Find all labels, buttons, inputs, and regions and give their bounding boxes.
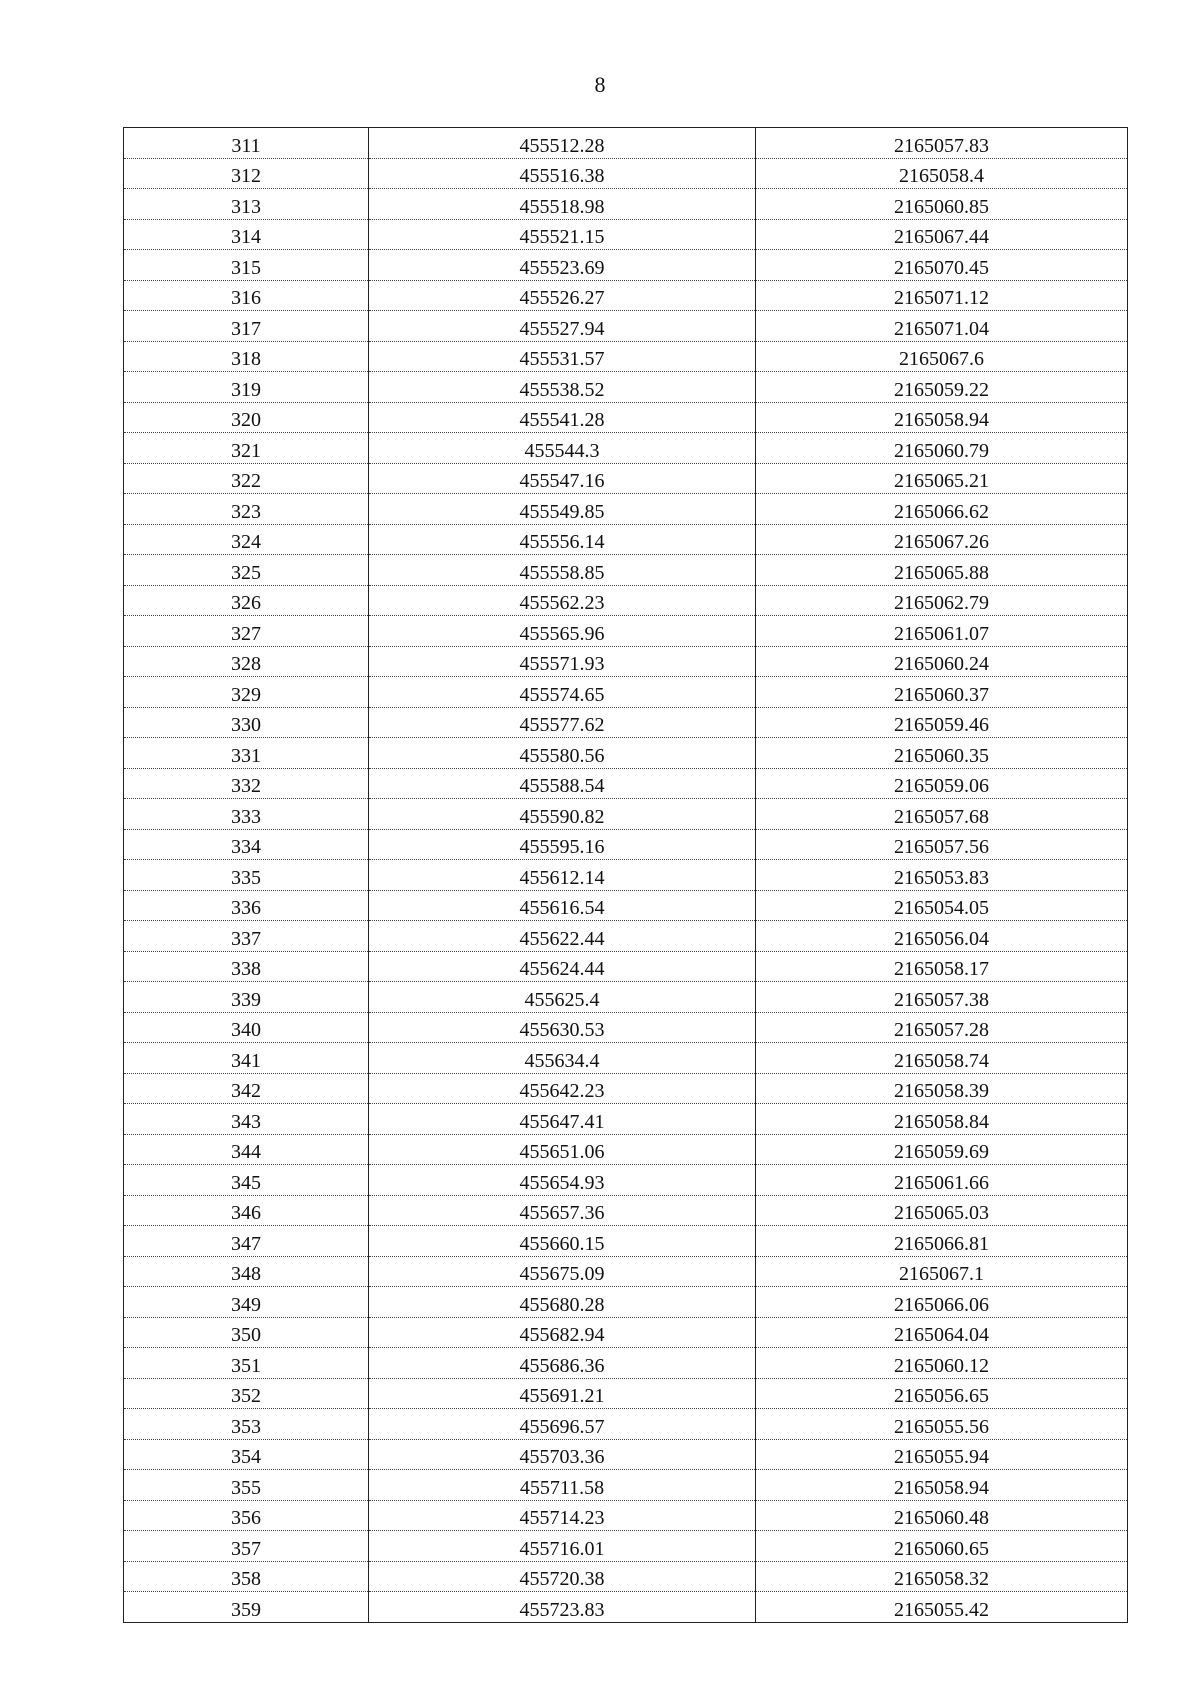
y-coordinate-cell: 2165066.06 (756, 1287, 1128, 1318)
point-number-cell: 318 (124, 341, 369, 372)
y-coordinate-cell: 2165062.79 (756, 585, 1128, 616)
point-number-cell: 316 (124, 280, 369, 311)
table-row (124, 1134, 1128, 1165)
point-number-cell: 311 (124, 128, 369, 159)
table-row (124, 1439, 1128, 1470)
table-row (124, 1256, 1128, 1287)
point-number-cell: 330 (124, 707, 369, 738)
y-coordinate-cell: 2165055.56 (756, 1409, 1128, 1440)
y-coordinate-cell: 2165060.24 (756, 646, 1128, 677)
point-number-cell: 320 (124, 402, 369, 433)
x-coordinate-cell: 455580.56 (369, 738, 756, 769)
table-row (124, 1500, 1128, 1531)
x-coordinate-cell: 455723.83 (369, 1592, 756, 1623)
y-coordinate-cell: 2165059.69 (756, 1134, 1128, 1165)
point-number-cell: 319 (124, 372, 369, 403)
y-coordinate-cell: 2165060.79 (756, 433, 1128, 464)
table-row (124, 616, 1128, 647)
x-coordinate-cell: 455523.69 (369, 250, 756, 281)
x-coordinate-cell: 455675.09 (369, 1256, 756, 1287)
y-coordinate-cell: 2165059.22 (756, 372, 1128, 403)
table-row (124, 494, 1128, 525)
y-coordinate-cell: 2165058.4 (756, 158, 1128, 189)
y-coordinate-cell: 2165059.06 (756, 768, 1128, 799)
point-number-cell: 327 (124, 616, 369, 647)
x-coordinate-cell: 455544.3 (369, 433, 756, 464)
table-row (124, 433, 1128, 464)
y-coordinate-cell: 2165066.81 (756, 1226, 1128, 1257)
point-number-cell: 341 (124, 1043, 369, 1074)
y-coordinate-cell: 2165058.17 (756, 951, 1128, 982)
x-coordinate-cell: 455634.4 (369, 1043, 756, 1074)
point-number-cell: 333 (124, 799, 369, 830)
point-number-cell: 356 (124, 1500, 369, 1531)
point-number-cell: 357 (124, 1531, 369, 1562)
y-coordinate-cell: 2165057.28 (756, 1012, 1128, 1043)
x-coordinate-cell: 455660.15 (369, 1226, 756, 1257)
x-coordinate-cell: 455720.38 (369, 1561, 756, 1592)
point-number-cell: 344 (124, 1134, 369, 1165)
x-coordinate-cell: 455654.93 (369, 1165, 756, 1196)
x-coordinate-cell: 455541.28 (369, 402, 756, 433)
table-row (124, 128, 1128, 159)
table-row (124, 1470, 1128, 1501)
table-row (124, 1165, 1128, 1196)
point-number-cell: 324 (124, 524, 369, 555)
x-coordinate-cell: 455622.44 (369, 921, 756, 952)
table-row (124, 829, 1128, 860)
y-coordinate-cell: 2165058.39 (756, 1073, 1128, 1104)
y-coordinate-cell: 2165061.07 (756, 616, 1128, 647)
x-coordinate-cell: 455625.4 (369, 982, 756, 1013)
y-coordinate-cell: 2165060.35 (756, 738, 1128, 769)
x-coordinate-cell: 455527.94 (369, 311, 756, 342)
table-row (124, 890, 1128, 921)
point-number-cell: 328 (124, 646, 369, 677)
table-row (124, 860, 1128, 891)
x-coordinate-cell: 455562.23 (369, 585, 756, 616)
y-coordinate-cell: 2165058.32 (756, 1561, 1128, 1592)
x-coordinate-cell: 455657.36 (369, 1195, 756, 1226)
point-number-cell: 337 (124, 921, 369, 952)
table-row (124, 768, 1128, 799)
table-row (124, 1043, 1128, 1074)
point-number-cell: 335 (124, 860, 369, 891)
point-number-cell: 350 (124, 1317, 369, 1348)
point-number-cell: 358 (124, 1561, 369, 1592)
y-coordinate-cell: 2165066.62 (756, 494, 1128, 525)
table-row (124, 1287, 1128, 1318)
x-coordinate-cell: 455647.41 (369, 1104, 756, 1135)
point-number-cell: 352 (124, 1378, 369, 1409)
y-coordinate-cell: 2165060.12 (756, 1348, 1128, 1379)
x-coordinate-cell: 455558.85 (369, 555, 756, 586)
table-row (124, 951, 1128, 982)
coordinates-table (123, 127, 1128, 1623)
y-coordinate-cell: 2165058.94 (756, 1470, 1128, 1501)
table-row (124, 1012, 1128, 1043)
point-number-cell: 345 (124, 1165, 369, 1196)
point-number-cell: 323 (124, 494, 369, 525)
y-coordinate-cell: 2165065.03 (756, 1195, 1128, 1226)
x-coordinate-cell: 455714.23 (369, 1500, 756, 1531)
table-row (124, 372, 1128, 403)
y-coordinate-cell: 2165067.44 (756, 219, 1128, 250)
table-row (124, 1073, 1128, 1104)
table-row (124, 677, 1128, 708)
y-coordinate-cell: 2165061.66 (756, 1165, 1128, 1196)
point-number-cell: 314 (124, 219, 369, 250)
y-coordinate-cell: 2165060.65 (756, 1531, 1128, 1562)
point-number-cell: 339 (124, 982, 369, 1013)
point-number-cell: 315 (124, 250, 369, 281)
x-coordinate-cell: 455521.15 (369, 219, 756, 250)
x-coordinate-cell: 455547.16 (369, 463, 756, 494)
point-number-cell: 329 (124, 677, 369, 708)
table-row (124, 1104, 1128, 1135)
point-number-cell: 347 (124, 1226, 369, 1257)
table-row (124, 1226, 1128, 1257)
point-number-cell: 322 (124, 463, 369, 494)
y-coordinate-cell: 2165056.65 (756, 1378, 1128, 1409)
y-coordinate-cell: 2165070.45 (756, 250, 1128, 281)
x-coordinate-cell: 455616.54 (369, 890, 756, 921)
point-number-cell: 313 (124, 189, 369, 220)
y-coordinate-cell: 2165055.42 (756, 1592, 1128, 1623)
point-number-cell: 346 (124, 1195, 369, 1226)
x-coordinate-cell: 455703.36 (369, 1439, 756, 1470)
y-coordinate-cell: 2165067.6 (756, 341, 1128, 372)
y-coordinate-cell: 2165065.21 (756, 463, 1128, 494)
y-coordinate-cell: 2165057.56 (756, 829, 1128, 860)
table-row (124, 311, 1128, 342)
point-number-cell: 332 (124, 768, 369, 799)
y-coordinate-cell: 2165057.38 (756, 982, 1128, 1013)
x-coordinate-cell: 455686.36 (369, 1348, 756, 1379)
point-number-cell: 338 (124, 951, 369, 982)
point-number-cell: 349 (124, 1287, 369, 1318)
x-coordinate-cell: 455691.21 (369, 1378, 756, 1409)
y-coordinate-cell: 2165060.85 (756, 189, 1128, 220)
x-coordinate-cell: 455612.14 (369, 860, 756, 891)
table-row (124, 280, 1128, 311)
coordinates-table-body (124, 128, 1128, 1623)
point-number-cell: 342 (124, 1073, 369, 1104)
point-number-cell: 353 (124, 1409, 369, 1440)
table-row (124, 1531, 1128, 1562)
x-coordinate-cell: 455577.62 (369, 707, 756, 738)
x-coordinate-cell: 455512.28 (369, 128, 756, 159)
y-coordinate-cell: 2165057.68 (756, 799, 1128, 830)
point-number-cell: 340 (124, 1012, 369, 1043)
x-coordinate-cell: 455716.01 (369, 1531, 756, 1562)
point-number-cell: 317 (124, 311, 369, 342)
y-coordinate-cell: 2165059.46 (756, 707, 1128, 738)
table-row (124, 982, 1128, 1013)
x-coordinate-cell: 455556.14 (369, 524, 756, 555)
table-row (124, 799, 1128, 830)
y-coordinate-cell: 2165071.12 (756, 280, 1128, 311)
table-row (124, 463, 1128, 494)
x-coordinate-cell: 455624.44 (369, 951, 756, 982)
point-number-cell: 351 (124, 1348, 369, 1379)
table-row (124, 707, 1128, 738)
y-coordinate-cell: 2165056.04 (756, 921, 1128, 952)
point-number-cell: 331 (124, 738, 369, 769)
x-coordinate-cell: 455680.28 (369, 1287, 756, 1318)
table-row (124, 189, 1128, 220)
point-number-cell: 336 (124, 890, 369, 921)
table-row (124, 524, 1128, 555)
table-row (124, 1592, 1128, 1623)
y-coordinate-cell: 2165067.1 (756, 1256, 1128, 1287)
point-number-cell: 326 (124, 585, 369, 616)
table-row (124, 1317, 1128, 1348)
table-row (124, 738, 1128, 769)
y-coordinate-cell: 2165064.04 (756, 1317, 1128, 1348)
x-coordinate-cell: 455549.85 (369, 494, 756, 525)
point-number-cell: 334 (124, 829, 369, 860)
y-coordinate-cell: 2165058.94 (756, 402, 1128, 433)
point-number-cell: 359 (124, 1592, 369, 1623)
y-coordinate-cell: 2165071.04 (756, 311, 1128, 342)
y-coordinate-cell: 2165058.84 (756, 1104, 1128, 1135)
x-coordinate-cell: 455642.23 (369, 1073, 756, 1104)
table-row (124, 555, 1128, 586)
point-number-cell: 325 (124, 555, 369, 586)
table-row (124, 921, 1128, 952)
point-number-cell: 354 (124, 1439, 369, 1470)
table-row (124, 402, 1128, 433)
point-number-cell: 321 (124, 433, 369, 464)
table-row (124, 250, 1128, 281)
x-coordinate-cell: 455516.38 (369, 158, 756, 189)
x-coordinate-cell: 455630.53 (369, 1012, 756, 1043)
y-coordinate-cell: 2165057.83 (756, 128, 1128, 159)
x-coordinate-cell: 455574.65 (369, 677, 756, 708)
x-coordinate-cell: 455651.06 (369, 1134, 756, 1165)
table-row (124, 1409, 1128, 1440)
y-coordinate-cell: 2165067.26 (756, 524, 1128, 555)
x-coordinate-cell: 455696.57 (369, 1409, 756, 1440)
x-coordinate-cell: 455571.93 (369, 646, 756, 677)
x-coordinate-cell: 455538.52 (369, 372, 756, 403)
y-coordinate-cell: 2165060.48 (756, 1500, 1128, 1531)
table-row (124, 1348, 1128, 1379)
y-coordinate-cell: 2165054.05 (756, 890, 1128, 921)
y-coordinate-cell: 2165058.74 (756, 1043, 1128, 1074)
point-number-cell: 343 (124, 1104, 369, 1135)
table-row (124, 1561, 1128, 1592)
x-coordinate-cell: 455711.58 (369, 1470, 756, 1501)
table-row (124, 646, 1128, 677)
x-coordinate-cell: 455518.98 (369, 189, 756, 220)
table-row (124, 1195, 1128, 1226)
x-coordinate-cell: 455588.54 (369, 768, 756, 799)
table-row (124, 585, 1128, 616)
x-coordinate-cell: 455595.16 (369, 829, 756, 860)
y-coordinate-cell: 2165055.94 (756, 1439, 1128, 1470)
x-coordinate-cell: 455531.57 (369, 341, 756, 372)
y-coordinate-cell: 2165065.88 (756, 555, 1128, 586)
point-number-cell: 348 (124, 1256, 369, 1287)
x-coordinate-cell: 455565.96 (369, 616, 756, 647)
x-coordinate-cell: 455682.94 (369, 1317, 756, 1348)
table-row (124, 219, 1128, 250)
y-coordinate-cell: 2165060.37 (756, 677, 1128, 708)
point-number-cell: 312 (124, 158, 369, 189)
page-number: 8 (594, 72, 606, 97)
y-coordinate-cell: 2165053.83 (756, 860, 1128, 891)
table-row (124, 158, 1128, 189)
table-row (124, 341, 1128, 372)
point-number-cell: 355 (124, 1470, 369, 1501)
table-row (124, 1378, 1128, 1409)
x-coordinate-cell: 455590.82 (369, 799, 756, 830)
x-coordinate-cell: 455526.27 (369, 280, 756, 311)
